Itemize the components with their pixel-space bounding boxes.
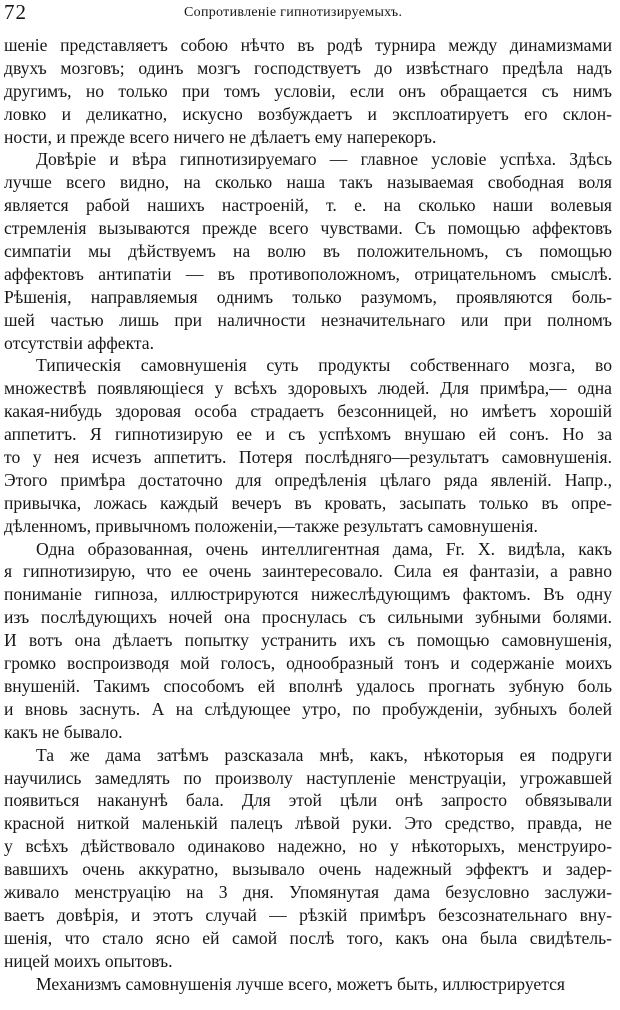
text-line: множествѣ появляющіеся у всѣхъ здоровыхъ людей. Для примѣра,— одна [4,378,612,399]
text-line: Механизмъ самовнушенія лучше всего, можетъ быть, иллюстрируется [36,973,566,994]
running-title: Сопротивленіе гипнотизируемыхъ. [184,5,403,20]
body-text [4,34,612,995]
text-line: двухъ мозговъ; одинъ мозгъ господствуетъ до извѣстнаго предѣла надъ [4,57,612,78]
text-line: ности, и прежде всего ничего не дѣлаетъ ему наперекоръ. [4,126,437,147]
text-line: красной ниткой маленькій палецъ лѣвой руки. Это средство, правда, не [4,813,612,834]
text-line: привычка, ложась каждый вечеръ въ кровать, засыпать только въ опре- [4,492,612,513]
text-line: появиться наканунѣ бала. Для этой цѣли онѣ запросто обвязывали [4,790,612,811]
text-line: Рѣшенія, направляемыя однимъ только разумомъ, проявляются боль- [4,286,612,307]
paragraph [4,744,612,973]
text-line: у всѣхъ дѣйствовало одинаково надежно, но у нѣкоторыхъ, менструиро- [4,836,612,857]
text-line: шенія, что стало ясно ей самой послѣ того, какъ она была свидѣтель- [4,927,612,948]
text-line: ловко и деликатно, искусно возбуждаетъ и эксплоатируетъ его склон- [4,103,612,124]
paragraph [4,34,612,148]
text-line: Довѣріе и вѣра гипнотизируемаго — главное условіе успѣха. Здѣсь [36,149,612,170]
paragraph [4,538,612,744]
text-line: живало менструацію на 3 дня. Упомянутая дама безусловно заслужи- [4,881,612,902]
text-line: пониманіе гипноза, иллюстрируются нижеслѣдующимъ фактомъ. Въ одну [4,584,612,605]
text-line: Та же дама затѣмъ разсказала мнѣ, какъ, нѣкоторыя ея подруги [36,744,612,765]
text-line: другимъ, но только при томъ условіи, если онъ обращается съ нимъ [4,80,612,101]
text-line: ницей моихъ опытовъ. [4,950,173,971]
text-line: громко воспроизводя мой голосъ, однообразный тонъ и содержаніе моихъ [4,653,612,674]
text-line: И вотъ она дѣлаетъ попытку устранить ихъ съ помощью самовнушенія, [4,630,612,651]
text-line: аффектовъ антипатіи — въ противоположномъ, отрицательномъ смыслѣ. [4,263,612,284]
text-line: вавшихъ очень аккуратно, вызывало очень надежный эффектъ и задер- [4,859,612,880]
text-line: научились замедлять по произволу наступленіе менструаціи, угрожавшей [4,767,612,788]
text-line: шеніе представляетъ собою нѣчто въ родѣ турнира между динамизмами [4,35,612,55]
text-line: я гипнотизирую, что ее очень заинтересовало. Сила ея фантазіи, а равно [4,561,612,582]
text-line: изъ послѣдующихъ ночей она проснулась съ сильными зубными болями. [4,607,612,628]
text-line: стремленія вызываются прежде всего чувствами. Съ помощью аффектовъ [4,218,612,239]
text-line: является рабой нашихъ настроеній, т. е. на сколько наши волевыя [4,195,612,216]
text-line: и вновь заснуть. А на слѣдующее утро, по пробужденіи, зубныхъ болей [4,698,612,719]
text-line: Типическія самовнушенія суть продукты собственнаго мозга, во [36,355,612,376]
text-line: Одна образованная, очень интеллигентная дама, Fr. X. видѣла, какъ [36,538,612,559]
page-header [4,0,614,28]
paragraph [4,354,612,537]
text-line: Этого примѣра достаточно для опредѣленія цѣлаго ряда явленій. Напр., [4,469,612,490]
paragraph [4,973,612,996]
text-line: отсутствіи аффекта. [4,332,154,353]
text-line: лучше всего видно, на сколько наша такъ называемая свободная воля [4,172,612,193]
text-line: дѣленномъ, привычномъ положеніи,—также результатъ самовнушенія. [4,515,538,536]
text-line: то у нея исчезъ аппетитъ. Потеря послѣдняго—результатъ самовнушенія. [4,447,612,468]
text-line: какая-нибудь здоровая особа страдаетъ безсонницей, но имѣетъ хорошій [4,401,612,422]
paragraph [4,148,612,354]
text-line: ваетъ довѣрія, и этотъ случай — рѣзкій примѣръ безсознательнаго вну- [4,904,612,925]
text-line: шей частью лишь при наличности незначительнаго или при полномъ [4,309,612,330]
page-number: 72 [4,0,27,24]
text-line: симпатіи мы дѣйствуемъ на волю въ положительномъ, съ помощью [4,241,612,262]
text-line: какъ не бывало. [4,721,123,742]
text-line: внушеній. Такимъ способомъ ей вполнѣ удалось прогнать зубную боль [4,675,612,696]
text-line: аппетитъ. Я гипнотизирую ее и съ успѣхомъ внушаю ей сонъ. Но за [4,424,612,445]
